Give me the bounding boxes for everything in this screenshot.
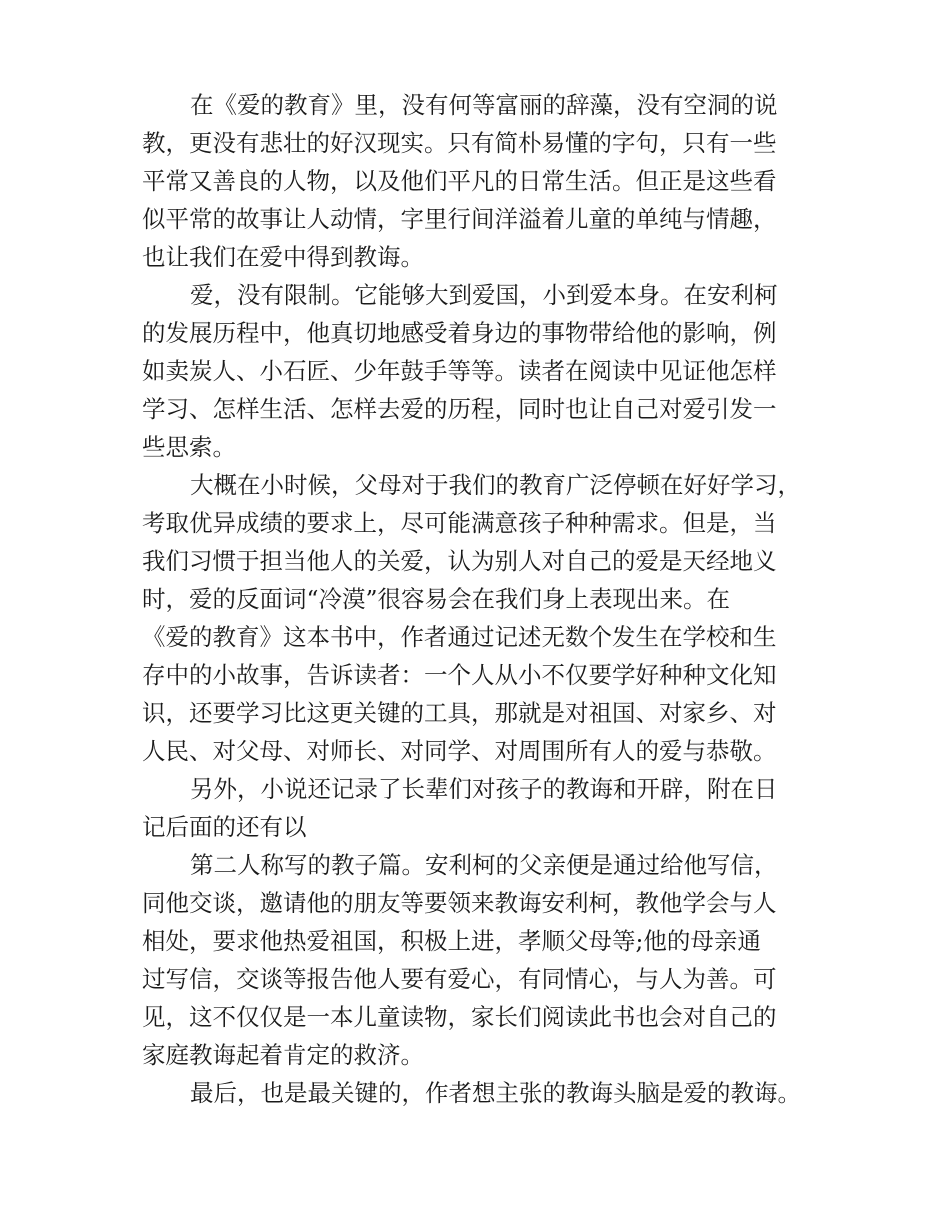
text-line: 我们习惯于担当他人的关爱，认为别人对自己的爱是天经地义 <box>142 547 777 575</box>
text-line: 记后面的还有以 <box>142 813 307 841</box>
document-body <box>142 86 842 1112</box>
text-line: 最后，也是最关键的，作者想主张的教诲头脑是爱的教诲。 <box>190 1079 801 1107</box>
text-line: 如卖炭人、小石匠、少年鼓手等等。读者在阅读中见证他怎样 <box>142 357 777 385</box>
text-line: 存中的小故事，告诉读者：一个人从小不仅要学好种种文化知 <box>142 661 777 689</box>
text-line: 在《爱的教育》里，没有何等富丽的辞藻，没有空洞的说 <box>190 91 778 119</box>
text-line: 第二人称写的教子篇。安利柯的父亲便是通过给他写信， <box>190 851 778 879</box>
text-line: 人民、对父母、对师长、对同学、对周围所有人的爱与恭敬。 <box>142 737 777 765</box>
text-line: 识，还要学习比这更关键的工具，那就是对祖国、对家乡、对 <box>142 699 777 727</box>
text-line: 学习、怎样生活、怎样去爱的历程，同时也让自己对爱引发一 <box>142 395 777 423</box>
text-line: 教，更没有悲壮的好汉现实。只有简朴易懂的字句，只有一些 <box>142 129 777 157</box>
text-line: 也让我们在爱中得到教诲。 <box>142 243 424 271</box>
text-line: 的发展历程中，他真切地感受着身边的事物带给他的影响，例 <box>142 319 777 347</box>
text-line: 过写信，交谈等报告他人要有爱心，有同情心，与人为善。可 <box>142 965 777 993</box>
text-line: 些思索。 <box>142 433 236 461</box>
text-line: 时，爱的反面词“冷漠”很容易会在我们身上表现出来。在 <box>142 585 731 613</box>
text-line: 爱，没有限制。它能够大到爱国，小到爱本身。在安利柯 <box>190 281 778 309</box>
text-line: 大概在小时候，父母对于我们的教育广泛停顿在好好学习， <box>190 471 801 499</box>
text-line: 家庭教诲起着肯定的救济。 <box>142 1041 424 1069</box>
text-line: 见，这不仅仅是一本儿童读物，家长们阅读此书也会对自己的 <box>142 1003 777 1031</box>
text-line: 同他交谈，邀请他的朋友等要领来教诲安利柯，教他学会与人 <box>142 889 777 917</box>
text-line: 考取优异成绩的要求上，尽可能满意孩子种种需求。但是，当 <box>142 509 777 537</box>
text-line: 平常又善良的人物，以及他们平凡的日常生活。但正是这些看 <box>142 167 777 195</box>
text-line: 《爱的教育》这本书中，作者通过记述无数个发生在学校和生 <box>142 623 777 651</box>
text-line: 似平常的故事让人动情，字里行间洋溢着儿童的单纯与情趣， <box>142 205 777 233</box>
text-line: 另外，小说还记录了长辈们对孩子的教诲和开辟，附在日 <box>190 775 778 803</box>
text-line: 相处，要求他热爱祖国，积极上进，孝顺父母等;他的母亲通 <box>142 927 761 955</box>
